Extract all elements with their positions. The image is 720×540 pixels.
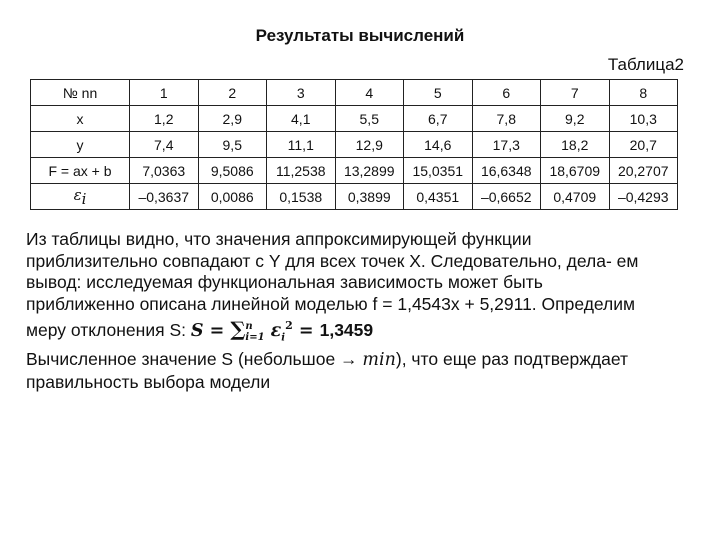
table-cell: 17,3	[472, 132, 541, 158]
table-cell: 11,1	[267, 132, 336, 158]
table-cell: 0,0086	[198, 184, 267, 210]
row-header: F = ax + b	[31, 158, 130, 184]
table-cell: 9,5086	[198, 158, 267, 184]
row-header: x	[31, 106, 130, 132]
table-row	[31, 106, 678, 132]
row-header	[31, 184, 130, 210]
table-cell: 18,2	[541, 132, 610, 158]
table-cell: 9,5	[198, 132, 267, 158]
table-cell: 0,3899	[335, 184, 404, 210]
formula-equals-2: =	[292, 321, 320, 342]
table-cell: 8	[609, 80, 678, 106]
table-cell: 18,6709	[541, 158, 610, 184]
table-cell: 10,3	[609, 106, 678, 132]
table-cell: 7,8	[472, 106, 541, 132]
table-cell: –0,4293	[609, 184, 678, 210]
table-cell: 5,5	[335, 106, 404, 132]
table-cell: 7,4	[130, 132, 199, 158]
table-cell: 6	[472, 80, 541, 106]
table-cell: –0,6652	[472, 184, 541, 210]
formula-s: S	[190, 321, 204, 342]
formula-equals: =	[203, 321, 231, 342]
table-cell: 11,2538	[267, 158, 336, 184]
text-line-formula	[26, 315, 696, 349]
row-header: № nn	[31, 80, 130, 106]
sum-symbol: ∑	[230, 317, 246, 342]
formula-power: 2	[285, 319, 293, 333]
table-cell: –0,3637	[130, 184, 199, 210]
text-line: приблизительно совпадают с Y для всех точек X. Следовательно, дела- ем	[26, 250, 639, 271]
table-row	[31, 184, 678, 210]
table-cell: 2,9	[198, 106, 267, 132]
table-cell: 7	[541, 80, 610, 106]
table-cell: 1	[130, 80, 199, 106]
table-cell: 0,4709	[541, 184, 610, 210]
formula-result: 1,3459	[319, 320, 374, 341]
sum-lower: i=1	[245, 331, 265, 343]
text-line: вывод: исследуемая функциональная зависимость может быть	[26, 272, 543, 293]
formula-prefix: меру отклонения S:	[26, 320, 191, 341]
epsilon-symbol: ε	[73, 185, 82, 204]
conclusion-text	[26, 229, 696, 393]
text-part: Вычисленное значение S (небольшое →	[26, 349, 363, 370]
table-row	[31, 158, 678, 184]
table-caption: Таблица2	[607, 55, 684, 74]
results-table	[30, 79, 678, 210]
table-cell: 4	[335, 80, 404, 106]
epsilon-subscript: i	[81, 189, 87, 208]
table-row	[31, 132, 678, 158]
table-cell: 9,2	[541, 106, 610, 132]
table-cell: 14,6	[404, 132, 473, 158]
table-cell: 20,7	[609, 132, 678, 158]
row-header: y	[31, 132, 130, 158]
table-cell: 16,6348	[472, 158, 541, 184]
table-cell: 13,2899	[335, 158, 404, 184]
text-part: ), что еще раз подтверждает	[395, 349, 629, 370]
table-row	[31, 80, 678, 106]
sum-limits	[245, 321, 264, 343]
table-cell: 2	[198, 80, 267, 106]
text-line	[26, 349, 696, 372]
sum-upper: n	[245, 320, 253, 332]
table-cell: 1,2	[130, 106, 199, 132]
table-cell: 3	[267, 80, 336, 106]
min-word: min	[362, 350, 396, 371]
page-title: Результаты вычислений	[255, 26, 465, 45]
text-line: приближенно описана линейной моделью f = 1,4543x + 5,2911. Определим	[26, 293, 636, 314]
table-cell: 20,2707	[609, 158, 678, 184]
table-cell: 7,0363	[130, 158, 199, 184]
text-line: Из таблицы видно, что значения аппроксимирующей функции	[26, 229, 532, 249]
table-cell: 0,1538	[267, 184, 336, 210]
table-cell: 0,4351	[404, 184, 473, 210]
table-cell: 15,0351	[404, 158, 473, 184]
table-cell: 12,9	[335, 132, 404, 158]
formula-subscript: i	[281, 332, 286, 344]
text-line: правильность выбора модели	[26, 371, 271, 392]
table-cell: 4,1	[267, 106, 336, 132]
formula-epsilon: ε	[264, 321, 282, 342]
table-cell: 5	[404, 80, 473, 106]
table-cell: 6,7	[404, 106, 473, 132]
